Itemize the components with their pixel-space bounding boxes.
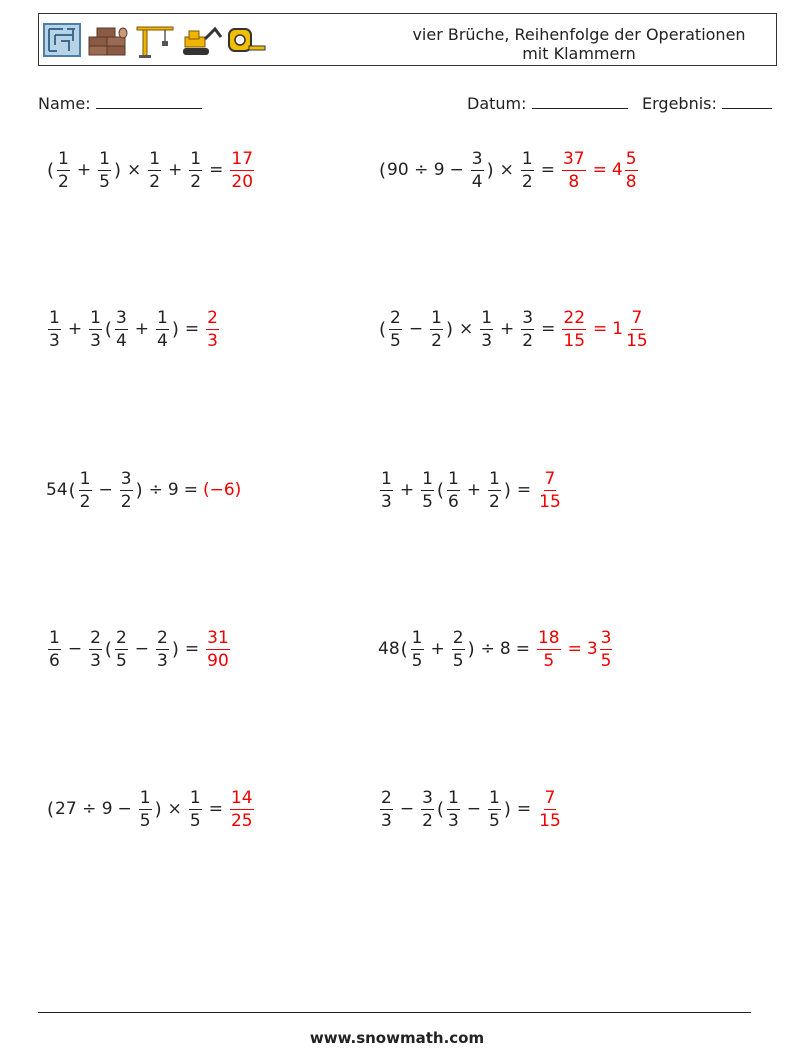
fraction: [79, 468, 92, 513]
operator: +: [76, 160, 92, 180]
operator: ÷: [480, 639, 495, 659]
fraction: [148, 148, 161, 193]
denominator: 90: [207, 650, 229, 671]
denominator: 5: [600, 650, 612, 671]
operator: +: [399, 480, 415, 500]
parenthesis: ): [171, 638, 179, 660]
number: 8: [499, 639, 511, 659]
denominator: 4: [157, 330, 168, 351]
wood-logs-icon: [87, 23, 129, 57]
denominator: 15: [539, 491, 561, 512]
numerator: 1: [422, 468, 433, 489]
numerator: 1: [521, 148, 533, 169]
numerator: 7: [544, 787, 556, 808]
operator: −: [408, 319, 424, 339]
parenthesis: ): [154, 798, 162, 820]
fraction: [57, 148, 70, 193]
numerator: 3: [115, 307, 127, 328]
denominator: 5: [99, 171, 110, 192]
fraction: [156, 307, 169, 352]
footer-divider: [38, 1012, 751, 1013]
denominator: 3: [207, 330, 218, 351]
numerator: 1: [481, 307, 493, 328]
date-label: Datum:: [467, 94, 527, 113]
fraction: [189, 148, 202, 193]
operator: +: [168, 160, 183, 180]
problem-2: [378, 142, 640, 198]
operator: =: [540, 160, 555, 180]
footer-website: www.snowmath.com: [309, 1029, 485, 1047]
fraction: [421, 468, 434, 513]
numerator: 2: [90, 627, 101, 648]
problem-4: [378, 301, 651, 357]
numerator: 17: [231, 148, 254, 169]
tape-measure-icon: [227, 23, 267, 57]
denominator: 5: [390, 330, 401, 351]
parenthesis: (: [436, 479, 444, 501]
denominator: 2: [422, 810, 433, 831]
parenthesis: ): [467, 638, 475, 660]
number: 90 ÷ 9: [387, 160, 445, 180]
name-blank[interactable]: [96, 93, 202, 109]
problem-8: [378, 621, 614, 677]
denominator: 2: [489, 491, 500, 512]
title-line-1: vier Brüche, Reihenfolge der Operationen: [412, 25, 746, 44]
denominator: 15: [539, 810, 561, 831]
parenthesis: (: [104, 638, 112, 660]
operator: =: [183, 480, 198, 500]
fraction: [521, 307, 534, 352]
parenthesis: ): [486, 159, 494, 181]
answer-fraction: [562, 307, 586, 352]
numerator: 2: [381, 787, 392, 808]
operator: =: [184, 319, 200, 339]
result-blank[interactable]: [722, 93, 772, 109]
fraction: [521, 148, 534, 193]
parenthesis: (: [47, 159, 55, 181]
numerator: 31: [207, 627, 229, 648]
name-label: Name:: [38, 94, 91, 113]
numerator: 1: [79, 468, 91, 489]
operator: =: [541, 319, 556, 339]
denominator: 20: [231, 171, 254, 192]
numerator: 14: [230, 787, 253, 808]
parenthesis: ): [135, 479, 143, 501]
denominator: 5: [422, 491, 433, 512]
operator: =: [592, 160, 607, 180]
fraction: [411, 627, 424, 672]
numerator: 1: [190, 148, 202, 169]
fraction: [488, 787, 501, 832]
parenthesis: (: [436, 798, 444, 820]
numerator: 1: [90, 307, 101, 328]
numerator: 1: [139, 787, 151, 808]
fraction: [447, 787, 460, 832]
parenthesis: ): [503, 798, 511, 820]
denominator: 2: [431, 330, 442, 351]
denominator: 3: [381, 491, 392, 512]
numerator: 1: [431, 307, 442, 328]
fraction: [452, 627, 465, 672]
numerator: 1: [447, 468, 459, 489]
numerator: 1: [447, 787, 459, 808]
numerator: 1: [99, 148, 110, 169]
operator: +: [500, 319, 515, 339]
fraction: [120, 468, 133, 513]
denominator: 5: [115, 650, 127, 671]
operator: =: [593, 319, 608, 339]
numerator: 2: [115, 627, 127, 648]
parenthesis: (: [379, 318, 387, 340]
numerator: 1: [411, 627, 423, 648]
answer-fraction: [538, 468, 562, 513]
answer-fraction: [206, 307, 219, 352]
numerator: 37: [562, 148, 585, 169]
numerator: 1: [489, 787, 500, 808]
denominator: 2: [58, 171, 69, 192]
answer-fraction: [230, 148, 254, 193]
numerator: 2: [157, 627, 168, 648]
denominator: 3: [90, 650, 101, 671]
fraction: [115, 627, 128, 672]
operator: −: [399, 799, 415, 819]
fraction: [380, 787, 393, 832]
denominator: 6: [49, 650, 60, 671]
denominator: 3: [381, 810, 392, 831]
parenthesis: (: [68, 479, 76, 501]
answer-fraction: [600, 627, 613, 672]
fraction: [48, 307, 61, 352]
fraction: [421, 787, 434, 832]
fraction: [447, 468, 460, 513]
denominator: 5: [452, 650, 464, 671]
denominator: 2: [149, 171, 161, 192]
fraction: [139, 787, 152, 832]
number: 48: [378, 639, 400, 659]
number: 9: [167, 480, 179, 500]
denominator: 2: [521, 171, 533, 192]
numerator: 22: [563, 307, 586, 328]
numerator: 3: [600, 627, 612, 648]
numerator: 1: [189, 787, 201, 808]
parenthesis: (: [400, 638, 408, 660]
denominator: 8: [625, 171, 637, 192]
operator: −: [117, 799, 132, 819]
denominator: 5: [139, 810, 151, 831]
fraction: [430, 307, 443, 352]
operator: =: [515, 639, 530, 659]
operator: +: [67, 319, 83, 339]
problem-9: [46, 781, 256, 837]
parenthesis: (: [47, 798, 55, 820]
answer-fraction: [230, 787, 254, 832]
numerator: 7: [631, 307, 643, 328]
fraction: [89, 307, 102, 352]
answer-value: 3: [586, 639, 598, 659]
fraction: [471, 148, 484, 193]
denominator: 3: [447, 810, 459, 831]
fraction: [98, 148, 111, 193]
numerator: 1: [58, 148, 69, 169]
denominator: 15: [563, 330, 586, 351]
maze-icon: [43, 23, 81, 57]
numerator: 1: [49, 627, 60, 648]
denominator: 8: [568, 171, 580, 192]
result-field[interactable]: [642, 93, 772, 113]
operator: −: [134, 639, 150, 659]
operator: +: [134, 319, 150, 339]
denominator: 5: [189, 810, 201, 831]
numerator: 1: [157, 307, 168, 328]
denominator: 15: [626, 330, 648, 351]
parenthesis: (: [104, 318, 112, 340]
fraction: [389, 307, 402, 352]
fraction: [380, 468, 393, 513]
denominator: 25: [230, 810, 253, 831]
parenthesis: ): [445, 318, 453, 340]
title-line-2: mit Klammern: [522, 44, 636, 63]
denominator: 3: [157, 650, 168, 671]
answer-fraction: [562, 148, 586, 193]
number: 27 ÷ 9: [55, 799, 113, 819]
denominator: 4: [115, 330, 127, 351]
answer-value: 1: [612, 319, 624, 339]
answer-fraction: [206, 627, 230, 672]
operator: ×: [126, 160, 142, 180]
numerator: 1: [489, 468, 500, 489]
numerator: 5: [625, 148, 637, 169]
parenthesis: ): [113, 159, 121, 181]
operator: =: [184, 639, 200, 659]
operator: −: [449, 160, 464, 180]
denominator: 5: [411, 650, 423, 671]
denominator: 3: [481, 330, 493, 351]
problem-3: [46, 301, 221, 357]
answer-fraction: [625, 307, 649, 352]
operator: +: [466, 480, 482, 500]
fraction: [115, 307, 128, 352]
denominator: 6: [447, 491, 459, 512]
parenthesis: (: [379, 159, 387, 181]
date-field[interactable]: [467, 93, 628, 113]
result-label: Ergebnis:: [642, 94, 717, 113]
worksheet-header: [38, 13, 777, 66]
crane-icon: [135, 23, 175, 59]
operator: ×: [167, 799, 182, 819]
numerator: 3: [422, 787, 433, 808]
numerator: 18: [537, 627, 560, 648]
fraction: [156, 627, 169, 672]
operator: =: [516, 480, 532, 500]
number: 54: [46, 480, 68, 500]
answer-fraction: [625, 148, 638, 193]
numerator: 2: [207, 307, 218, 328]
numerator: 3: [522, 307, 534, 328]
operator: =: [209, 160, 224, 180]
excavator-icon: [181, 23, 223, 57]
numerator: 2: [390, 307, 401, 328]
operator: =: [516, 799, 532, 819]
numerator: 1: [381, 468, 392, 489]
numerator: 1: [49, 307, 60, 328]
fraction: [89, 627, 102, 672]
operator: =: [208, 799, 223, 819]
operator: +: [430, 639, 445, 659]
answer-value: 4: [611, 160, 623, 180]
denominator: 4: [471, 171, 483, 192]
operator: ×: [458, 319, 474, 339]
fraction: [488, 468, 501, 513]
denominator: 5: [543, 650, 555, 671]
fraction: [48, 627, 61, 672]
denominator: 2: [190, 171, 202, 192]
numerator: 3: [471, 148, 483, 169]
answer-fraction: [538, 787, 562, 832]
operator: =: [567, 639, 582, 659]
denominator: 3: [90, 330, 101, 351]
numerator: 2: [452, 627, 464, 648]
problem-10: [378, 781, 564, 837]
fraction: [189, 787, 202, 832]
name-field[interactable]: [38, 93, 202, 113]
numerator: 1: [149, 148, 161, 169]
denominator: 5: [489, 810, 500, 831]
numerator: 3: [120, 468, 132, 489]
parenthesis: ): [171, 318, 179, 340]
denominator: 2: [79, 491, 91, 512]
operator: ×: [499, 160, 514, 180]
parenthesis: ): [503, 479, 511, 501]
worksheet-title: [399, 25, 759, 63]
answer-fraction: [537, 627, 561, 672]
problem-6: [378, 462, 564, 518]
operator: −: [466, 799, 482, 819]
denominator: 3: [49, 330, 60, 351]
numerator: 7: [544, 468, 556, 489]
denominator: 2: [522, 330, 534, 351]
fraction: [480, 307, 493, 352]
problem-5: [46, 462, 241, 518]
answer-value: (−6): [202, 480, 242, 500]
operator: −: [67, 639, 83, 659]
problem-1: [46, 142, 256, 198]
operator: ÷: [148, 480, 163, 500]
problem-7: [46, 621, 232, 677]
denominator: 2: [120, 491, 132, 512]
date-blank[interactable]: [532, 93, 628, 109]
operator: −: [98, 480, 113, 500]
